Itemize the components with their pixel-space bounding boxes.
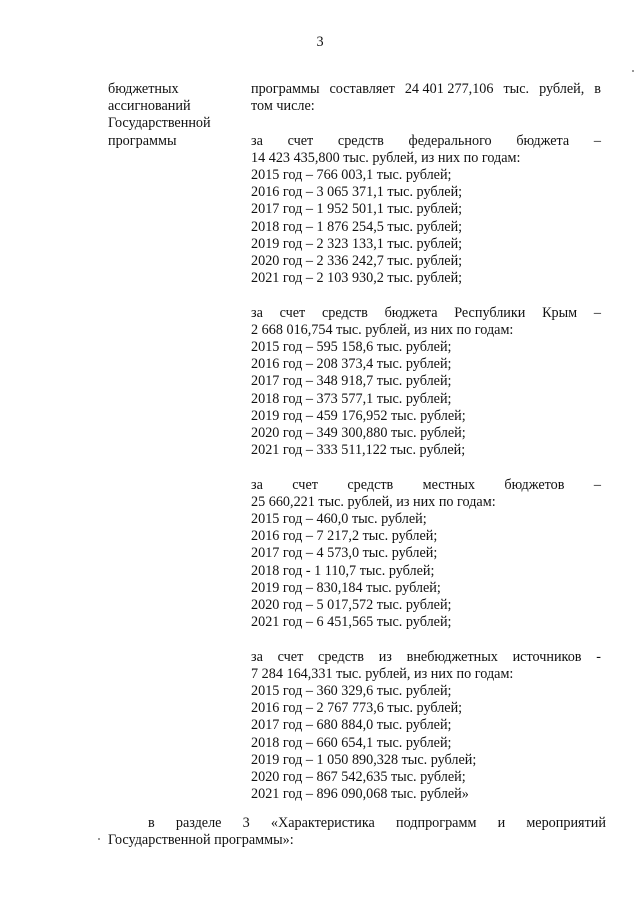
- year-line: 2019 год – 830,184 тыс. рублей;: [251, 579, 441, 596]
- row-label-line: бюджетных: [108, 81, 179, 97]
- word: –: [593, 132, 601, 149]
- year-line: 2017 год – 348 918,7 тыс. рублей;: [251, 373, 452, 390]
- word: средств: [318, 648, 364, 665]
- intro-line: том числе:: [251, 98, 315, 115]
- year-line: 2016 год – 7 217,2 тыс. рублей;: [251, 528, 438, 545]
- intro-line: [251, 81, 601, 98]
- year-line: 2020 год – 867 542,635 тыс. рублей;: [251, 769, 466, 786]
- word: за: [251, 304, 263, 321]
- word: счет: [277, 648, 304, 665]
- word: за: [251, 476, 263, 493]
- word: «Характеристика: [270, 815, 375, 831]
- block-total: 7 284 164,331 тыс. рублей, из них по годам:: [251, 665, 514, 682]
- year-line: 2016 год – 3 065 371,1 тыс. рублей;: [251, 184, 463, 201]
- year-line: 2019 год – 1 050 890,328 тыс. рублей;: [251, 751, 477, 768]
- word: Крым: [542, 304, 578, 321]
- word: источников: [512, 648, 582, 665]
- federal-budget-block: [251, 133, 601, 288]
- word: –: [593, 304, 601, 321]
- word: счет: [279, 304, 306, 321]
- word: в: [148, 815, 155, 831]
- word: 3: [242, 815, 250, 831]
- year-line: 2020 год – 2 336 242,7 тыс. рублей;: [251, 253, 463, 270]
- word: за: [251, 648, 263, 665]
- block-heading: [251, 305, 601, 322]
- year-line: 2015 год – 460,0 тыс. рублей;: [251, 511, 427, 528]
- year-line: 2021 год – 333 511,122 тыс. рублей;: [251, 442, 466, 459]
- word: бюджета: [384, 304, 438, 321]
- year-line: 2016 год – 208 373,4 тыс. рублей;: [251, 356, 452, 373]
- year-line: 2018 год - 1 110,7 тыс. рублей;: [251, 562, 435, 579]
- paragraph-line: [108, 815, 606, 832]
- word: мероприятий: [526, 815, 606, 831]
- word: и: [497, 815, 506, 831]
- word: –: [593, 476, 601, 493]
- block-total: 25 660,221 тыс. рублей, из них по годам:: [251, 493, 496, 510]
- scan-speck: [98, 838, 100, 840]
- word: тыс.: [503, 81, 530, 97]
- block-total: 2 668 016,754 тыс. рублей, из них по годам:: [251, 321, 514, 338]
- word: счет: [292, 476, 318, 493]
- year-line: 2018 год – 373 577,1 тыс. рублей;: [251, 390, 452, 407]
- word: средств: [347, 476, 394, 493]
- year-line: 2015 год – 360 329,6 тыс. рублей;: [251, 683, 452, 700]
- word: составляет: [329, 81, 395, 97]
- paragraph-line: Государственной программы»:: [108, 832, 294, 849]
- word: -: [596, 648, 601, 665]
- year-line: 2019 год – 2 323 133,1 тыс. рублей;: [251, 235, 463, 252]
- extrabudget-block: [251, 649, 601, 804]
- row-label-line: ассигнований: [108, 98, 191, 115]
- word: средств: [337, 132, 384, 149]
- year-line: 2020 год – 5 017,572 тыс. рублей;: [251, 597, 452, 614]
- year-line: 2021 год – 896 090,068 тыс. рублей»: [251, 786, 469, 803]
- block-heading: [251, 649, 601, 666]
- word: федерального: [408, 132, 492, 149]
- word: за: [251, 132, 263, 149]
- row-label-line: программы: [108, 132, 177, 149]
- word: 24 401 277,106: [404, 81, 494, 97]
- word: разделе: [175, 815, 222, 831]
- block-heading: [251, 477, 601, 494]
- year-line: 2015 год – 766 003,1 тыс. рублей;: [251, 167, 452, 183]
- year-line: 2015 год – 595 158,6 тыс. рублей;: [251, 339, 452, 356]
- word: программы: [251, 81, 320, 97]
- word: рублей,: [539, 81, 585, 97]
- word: Республики: [454, 304, 526, 321]
- scan-speck: [632, 70, 634, 72]
- page-number: 3: [316, 34, 324, 50]
- year-line: 2016 год – 2 767 773,6 тыс. рублей;: [251, 700, 463, 717]
- word: счет: [287, 132, 314, 149]
- year-line: 2017 год – 1 952 501,1 тыс. рублей;: [251, 201, 463, 218]
- word: из: [378, 648, 392, 665]
- year-line: 2018 год – 1 876 254,5 тыс. рублей;: [251, 218, 463, 235]
- word: местных: [422, 476, 476, 493]
- year-line: 2017 год – 4 573,0 тыс. рублей;: [251, 545, 438, 562]
- local-budget-block: [251, 477, 601, 632]
- year-line: 2017 год – 680 884,0 тыс. рублей;: [251, 717, 452, 734]
- word: в: [594, 81, 601, 97]
- word: средств: [321, 304, 368, 321]
- word: внебюджетных: [406, 648, 498, 665]
- word: бюджета: [516, 132, 570, 149]
- block-total: 14 423 435,800 тыс. рублей, из них по годам:: [251, 149, 521, 166]
- row-label-column: [108, 81, 248, 150]
- word: бюджетов: [504, 476, 565, 493]
- row-label-line: Государственной: [108, 115, 211, 132]
- year-line: 2021 год – 6 451,565 тыс. рублей;: [251, 614, 452, 631]
- year-line: 2021 год – 2 103 930,2 тыс. рублей;: [251, 270, 463, 287]
- year-line: 2019 год – 459 176,952 тыс. рублей;: [251, 407, 466, 424]
- block-heading: [251, 133, 601, 150]
- word: подпрограмм: [395, 815, 477, 831]
- section-paragraph: [108, 815, 606, 849]
- funding-text-column: [251, 81, 601, 803]
- crimea-budget-block: [251, 305, 601, 460]
- year-line: 2018 год – 660 654,1 тыс. рублей;: [251, 734, 452, 751]
- year-line: 2020 год – 349 300,880 тыс. рублей;: [251, 425, 466, 442]
